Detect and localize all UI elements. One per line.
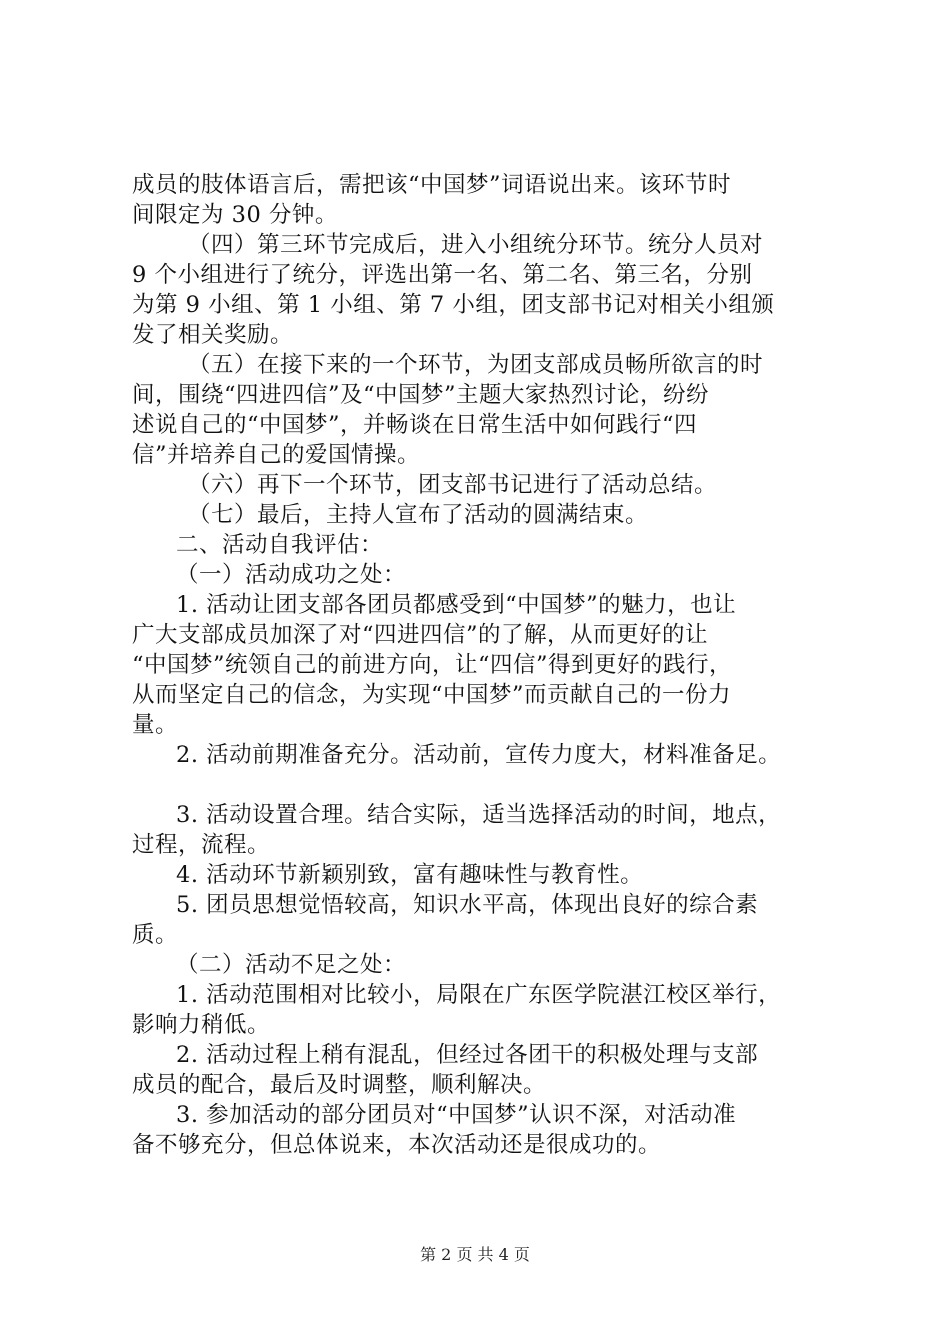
text-line: 质。 xyxy=(132,922,179,948)
text-line: 1. 活动范围相对比较小，局限在广东医学院湛江校区举行， xyxy=(176,982,782,1008)
text-line: “中国梦”统领自己的前进方向，让“四信”得到更好的践行， xyxy=(132,652,733,678)
text-line: 3. 参加活动的部分团员对“中国梦”认识不深，对活动准 xyxy=(176,1102,737,1128)
text-line: 广大支部成员加深了对“四进四信”的了解，从而更好的让 xyxy=(132,622,709,648)
subsection-heading: （一）活动成功之处： xyxy=(176,562,407,588)
text-line: 影响力稍低。 xyxy=(132,1012,271,1038)
text-line: 4. 活动环节新颖别致，富有趣味性与教育性。 xyxy=(176,862,644,888)
blank-line xyxy=(132,770,852,800)
text-line: （六）再下一个环节，团支部书记进行了活动总结。 xyxy=(188,472,718,498)
text-line: 述说自己的“中国梦”，并畅谈在日常生活中如何践行“四 xyxy=(132,412,698,438)
text-line: 5. 团员思想觉悟较高，知识水平高，体现出良好的综合素 xyxy=(176,892,759,918)
text-line: 2. 活动过程上稍有混乱，但经过各团干的积极处理与支部 xyxy=(176,1042,759,1068)
text-line: （七）最后，主持人宣布了活动的圆满结束。 xyxy=(188,502,649,528)
text-line: 1. 活动让团支部各团员都感受到“中国梦”的魅力，也让 xyxy=(176,592,737,618)
text-line: （五）在接下来的一个环节，为团支部成员畅所欲言的时 xyxy=(188,352,764,378)
page-footer: 第 2 页 共 4 页 xyxy=(420,1245,530,1264)
subsection-heading: （二）活动不足之处： xyxy=(176,952,407,978)
text-line: 成员的肢体语言后，需把该“中国梦”词语说出来。该环节时 xyxy=(132,172,732,198)
text-line: 量。 xyxy=(132,712,179,738)
text-line: 从而坚定自己的信念，为实现“中国梦”而贡献自己的一份力 xyxy=(132,682,732,708)
text-line: 9 个小组进行了统分，评选出第一名、第二名、第三名，分别 xyxy=(132,262,753,288)
text-line: 2. 活动前期准备充分。活动前，宣传力度大，材料准备足。 xyxy=(176,742,782,768)
text-line: 信”并培养自己的爱国情操。 xyxy=(132,442,421,468)
document-body xyxy=(132,170,852,1160)
text-line: 间限定为 30 分钟。 xyxy=(132,202,338,228)
text-line: 为第 9 小组、第 1 小组、第 7 小组，团支部书记对相关小组颁 xyxy=(132,292,775,318)
text-line: 成员的配合，最后及时调整，顺利解决。 xyxy=(132,1072,547,1098)
text-line: 3. 活动设置合理。结合实际，适当选择活动的时间，地点， xyxy=(176,802,782,828)
section-heading: 二、活动自我评估： xyxy=(176,532,384,558)
text-line: 间，围绕“四进四信”及“中国梦”主题大家热烈讨论，纷纷 xyxy=(132,382,710,408)
text-line: （四）第三环节完成后，进入小组统分环节。统分人员对 xyxy=(188,232,764,258)
text-line: 备不够充分，但总体说来，本次活动还是很成功的。 xyxy=(132,1132,662,1158)
text-line: 发了相关奖励。 xyxy=(132,322,294,348)
text-line: 过程，流程。 xyxy=(132,832,271,858)
